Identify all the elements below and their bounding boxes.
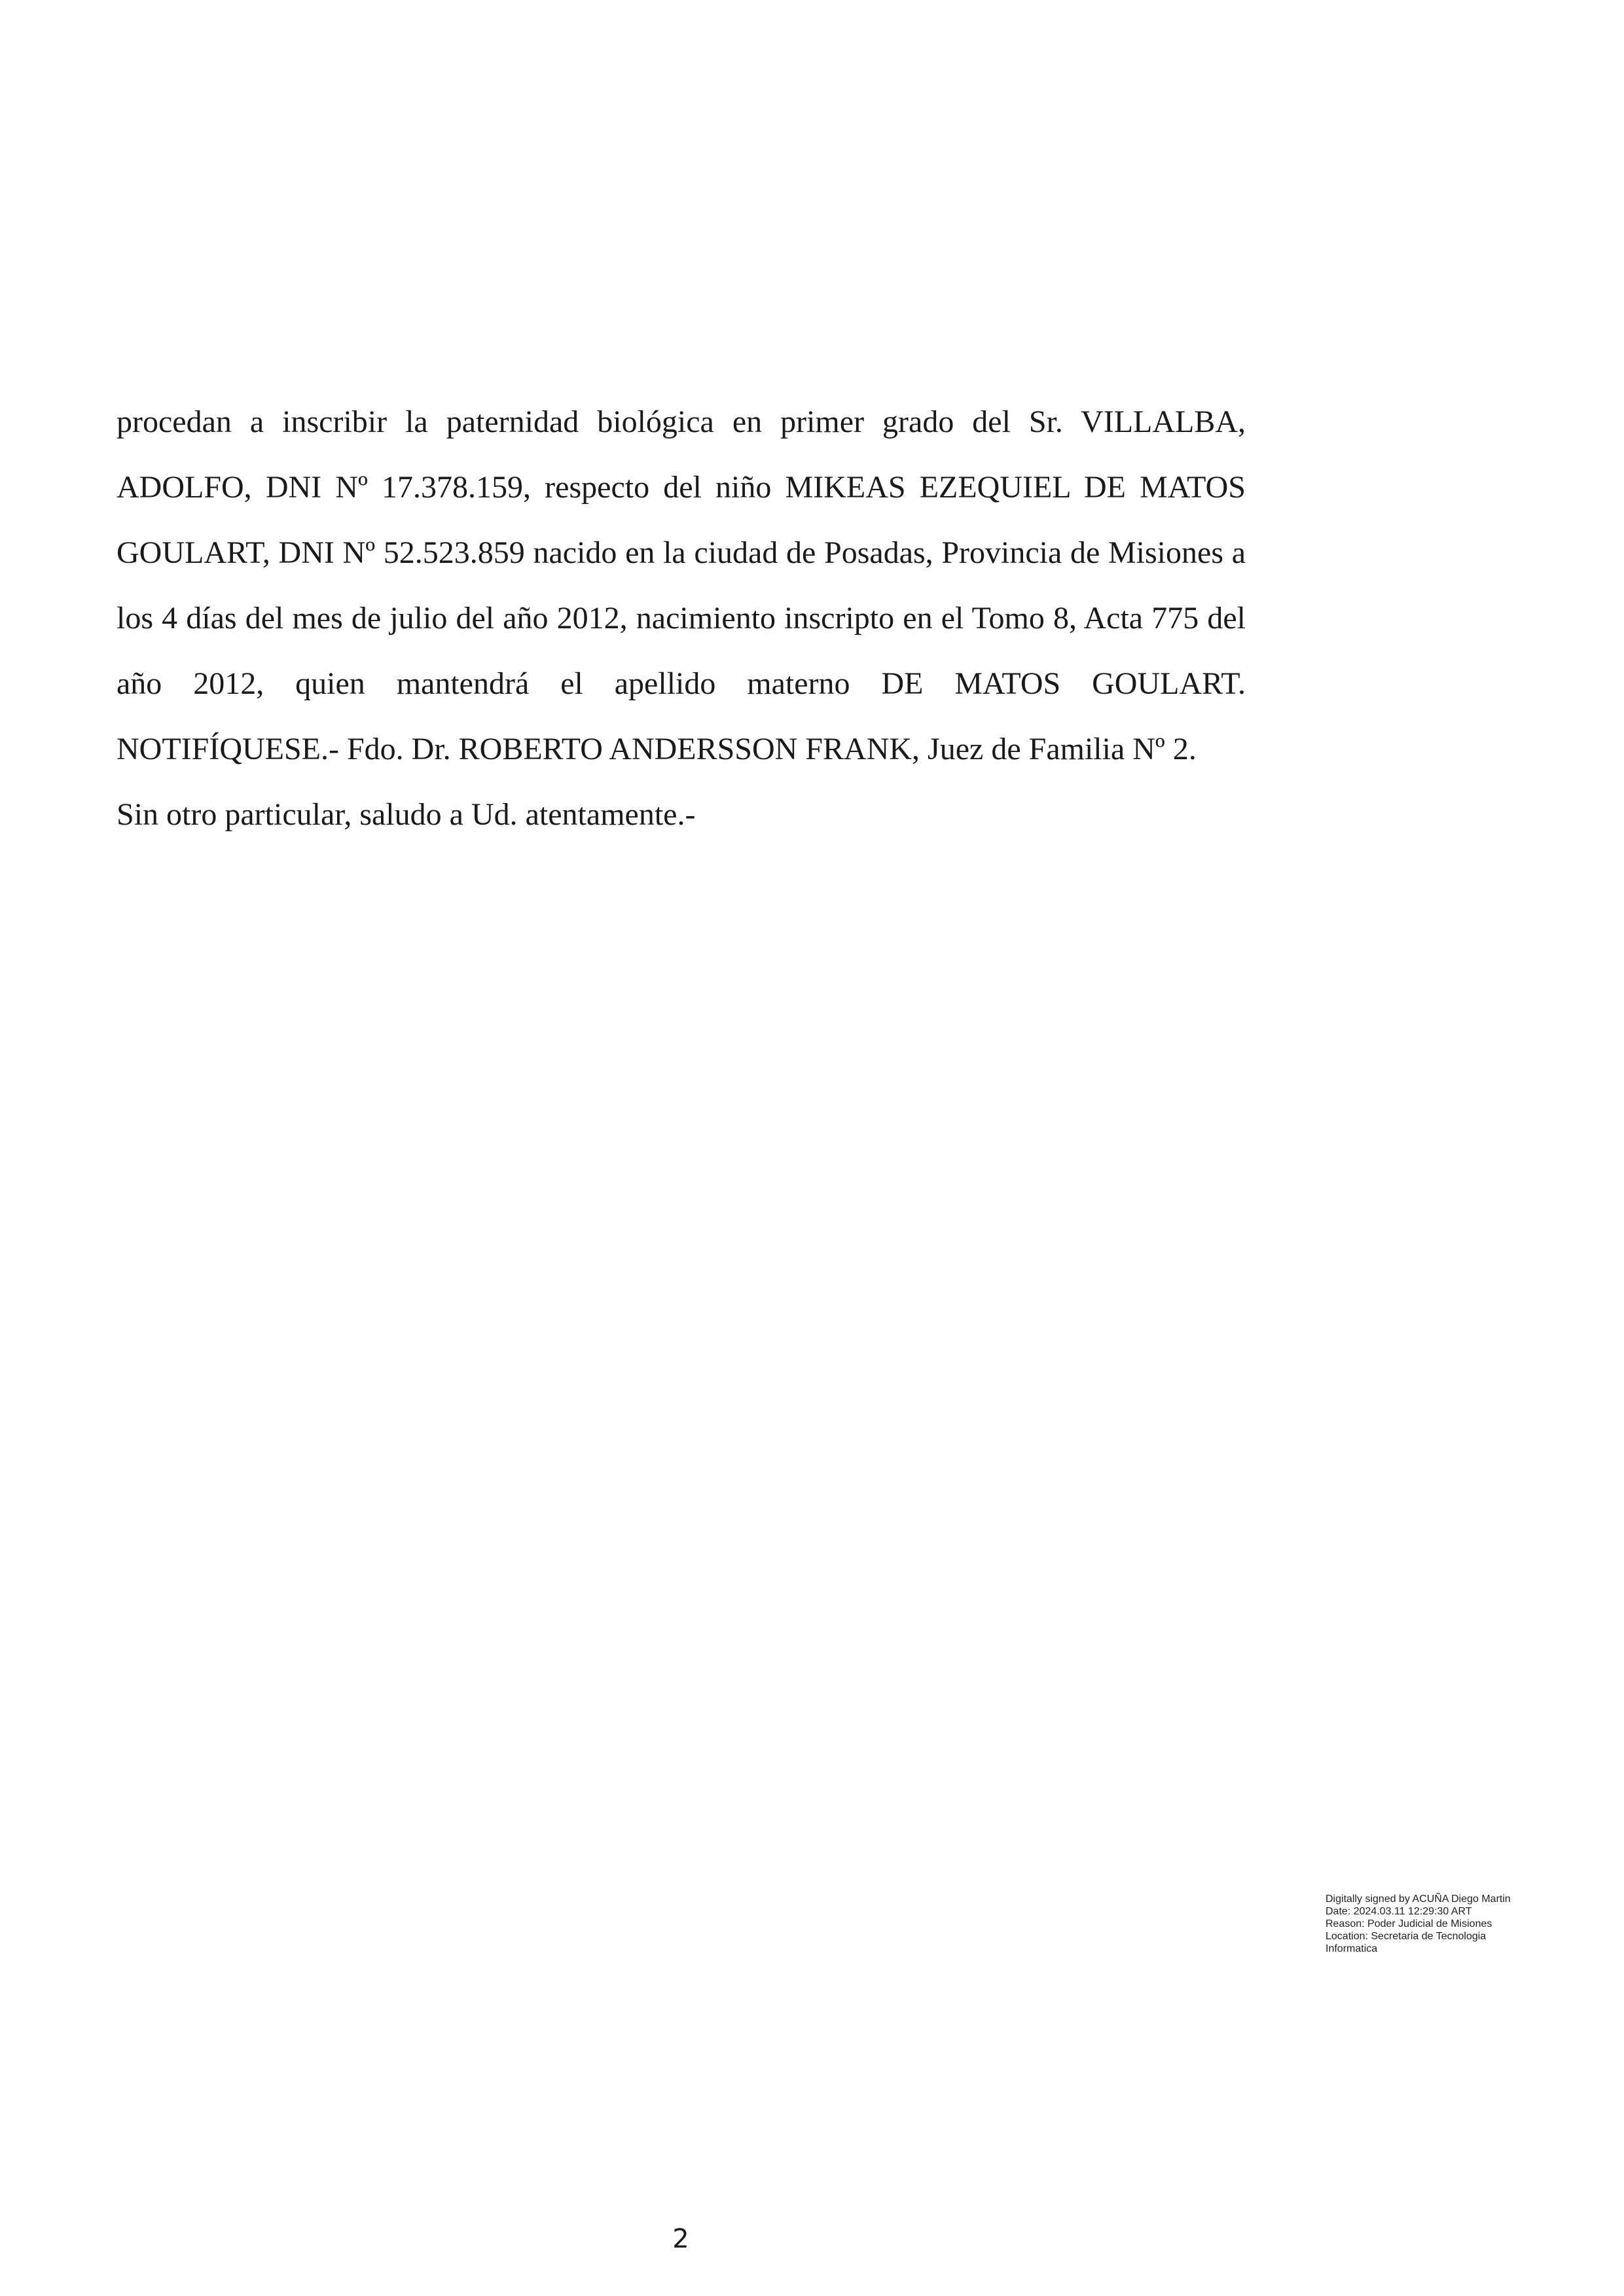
page-number: 2 xyxy=(672,2224,689,2254)
signature-location-line: Location: Secretaria de Tecnologia xyxy=(1326,1931,1487,1942)
digital-signature-stamp xyxy=(1326,1893,1587,1955)
closing-paragraph: Sin otro particular, saludo a Ud. atentamente.- xyxy=(117,797,696,832)
main-paragraph: procedan a inscribir la paternidad biológica en primer grado del Sr. VILLALBA, ADOLFO, DNI Nº 17.378.159, respecto del niño MIKEAS EZEQUIEL DE MATOS GOULART, DNI Nº 52.523.859 nacido en la ciudad de Posadas, Provincia de Misiones a los 4 días del mes de julio del año 2012, nacimiento inscripto en el Tomo 8, Acta 775 del año 2012, quien mantendrá el apellido materno DE MATOS GOULART. NOTIFÍQUESE.- Fdo. Dr. ROBERTO ANDERSSON FRANK, Juez de Familia Nº 2. xyxy=(117,404,1246,766)
signature-reason-line: Reason: Poder Judicial de Misiones xyxy=(1326,1918,1492,1929)
signature-location-continued-line: Informatica xyxy=(1326,1943,1378,1954)
document-body xyxy=(117,389,1246,848)
signature-signer-line: Digitally signed by ACUÑA Diego Martin xyxy=(1326,1893,1511,1905)
signature-date-line: Date: 2024.03.11 12:29:30 ART xyxy=(1326,1906,1472,1917)
